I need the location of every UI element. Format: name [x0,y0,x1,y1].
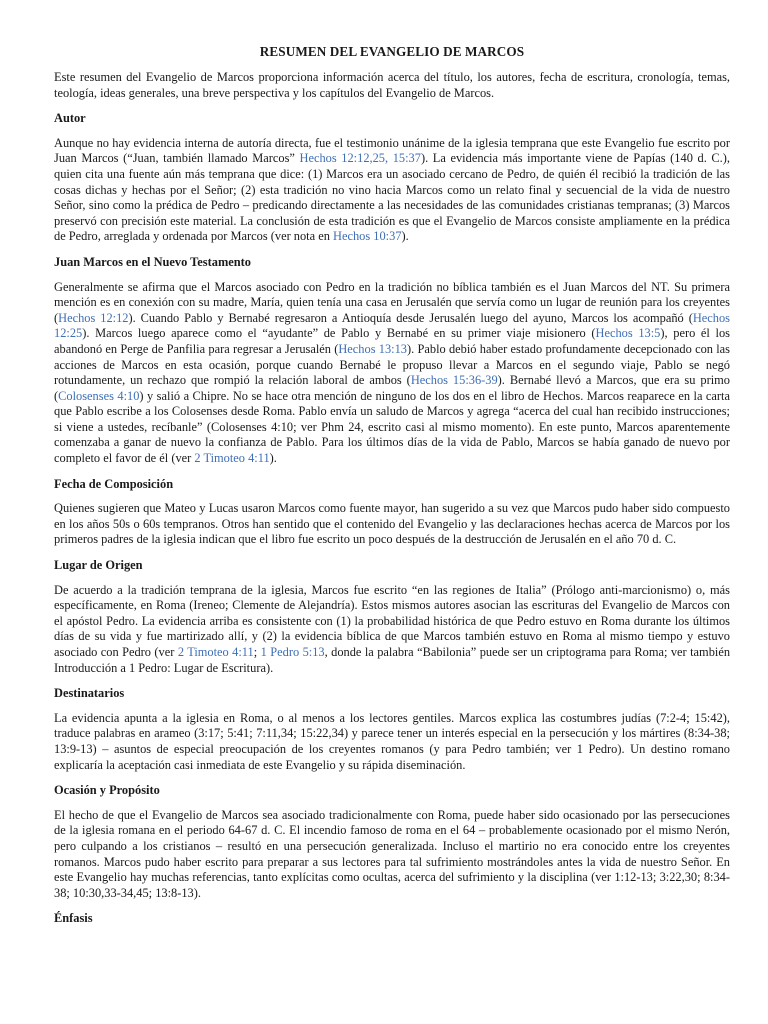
text-span: ) y salió a Chipre. No se hace otra mención de ninguno de los dos en el libro de Hechos. Marcos reaparece en la carta que Pablo escribe a los Colosenses desde Roma. Pablo envía un saludo de Marcos y agrega “acerca del cual han recibido instrucciones; si viene a ustedes, recíbanle” (Colosenses 4:10; ver Phm 24, escrito casi al mismo momento). En este punto, Marcos aparentemente comenzaba a ganar de nuevo la confianza de Pablo. Para los últimos días de la vida de Pablo, Marcos se había ganado de nuevo por completo el favor de él (ver [54,388,730,466]
text-span: ), pero él los abandonó en Perge de Panfilia para regresar a Jerusalén ( [54,326,730,356]
text-span: Aunque no hay evidencia interna de autoría directa, fue el testimonio unánime de la iglesia temprana que este Evangelio fue escrito por Juan Marcos (“Juan, también llamado Marcos” [54,135,730,166]
text-span: ). Pablo debió haber estado profundamente decepcionado con las acciones de Marcos en esta ocasión, porque cuando Bernabé le propuso llevar a Marcos en el segundo viaje, Pablo se negó rotundamente, un rechazo que rompió la relación laboral de ambos ( [54,341,730,388]
text-span: ). Bernabé llevó a Marcos, que era su primo ( [54,373,731,403]
heading-destinatarios: Destinatarios [54,686,125,701]
text-span: , donde la palabra “Babilonia” puede ser un criptograma para Roma; ver también Introducción a 1 Pedro: Lugar de Escritura). [54,645,731,675]
text-span: ). Cuando Pablo y Bernabé regresaron a Antioquía desde Jerusalén luego del ayuno, Marcos los acompañó ( [128,310,693,325]
link-2-timoteo-4-11[interactable]: 2 Timoteo 4:11 [194,451,270,466]
text-span: ). [401,229,409,244]
link-hechos-15-36[interactable]: Hechos 15:36-39 [410,373,498,388]
link-colosenses-4-10[interactable]: Colosenses 4:10 [58,388,140,403]
heading-fecha: Fecha de Composición [54,476,174,491]
text-span: Generalmente se afirma que el Marcos asociado con Pedro en la tradición no bíblica también es el Juan Marcos del NT. Su primera mención es en conexión con su madre, María, quien tenía una casa en Jerusalén que servía como un lugar de reunión para los creyentes ( [54,279,730,325]
link-hechos-12-25[interactable]: Hechos 12:25 [54,310,730,341]
document-title: RESUMEN DEL EVANGELIO DE MARCOS [259,44,525,59]
link-hechos-13-13[interactable]: Hechos 13:13 [338,341,408,356]
juan-marcos-paragraph [54,280,730,467]
heading-autor: Autor [54,111,86,126]
heading-juan-marcos: Juan Marcos en el Nuevo Testamento [54,254,251,269]
lugar-paragraph [54,583,730,677]
link-hechos-13-5[interactable]: Hechos 13:5 [595,326,661,341]
text-span: ). [269,451,277,466]
link-1-pedro-5-13[interactable]: 1 Pedro 5:13 [260,645,325,659]
intro-paragraph: Este resumen del Evangelio de Marcos proporciona información acerca del título, los autores, fecha de escritura, cronología, temas, teología, ideas generales, una breve perspectiva y los capítulos del Evangelio de Marcos. [54,70,730,100]
text-span: ). Marcos luego aparece como el “ayudante” de Pablo y Bernabé en su primer viaje misionero ( [82,326,596,341]
heading-ocasion: Ocasión y Propósito [54,783,160,798]
ocasion-paragraph: El hecho de que el Evangelio de Marcos sea asociado tradicionalmente con Roma, puede haber sido ocasionado por las persecuciones de la iglesia romana en el periodo 64-67 d. C. El incendio famoso de roma en el 64 – probablemente ocasionado por el mismo Nerón, pero culpando a los cristianos – resultó en una persecución generalizada. Incluso el martirio no era conocido entre los creyentes romanos. Marcos pudo haber escrito para preparar a sus lectores para tal sufrimiento mostrándoles antes la vida de nuestro Señor. En este Evangelio hay muchas referencias, tanto explícitas como ocultas, acerca del sufrimiento y la disciplina (ver 1:12-13; 3:22,30; 8:34-38; 10:30,33-34,45; 13:8-13). [54,807,730,900]
link-hechos-12-12[interactable]: Hechos 12:12 [58,310,129,325]
fecha-paragraph: Quienes sugieren que Mateo y Lucas usaron Marcos como fuente mayor, han sugerido a su vez que Marcos pudo haber sido compuesto en los años 50s o 60s tempranos. Otros han sentido que el contenido del Evangelio y las declaraciones hechas acerca de Marcos por los primeros padres de la iglesia indican que el libro fue escrito un poco después de la destrucción de Jerusalén en el año 70 d. C. [54,501,730,547]
link-hechos-10-37[interactable]: Hechos 10:37 [333,229,402,244]
link-hechos-12-12-25[interactable]: Hechos 12:12,25, 15:37 [299,151,421,166]
text-span: ). La evidencia más importante viene de Papías (140 d. C.), quien cita una fuente aún más temprana que dice: (1) Marcos era un asociado cercano de Pedro, de quién él recibió la tradición de las cosas dichas y hechas por el Señor; (2) esta tradición no vino hacia Marcos como un relato final y secuencial de la vida de nuestro Señor, sino como la prédica de Pedro – predicando directamente a las necesidades de las comunidades cristianas tempranas; (3) Marcos preservó con precisión este material. La conclusión de esta tradición es que el Evangelio de Marcos consiste ampliamente en la prédica de Pedro, arreglada y ordenada por Marcos (ver nota en [54,151,731,244]
destinatarios-paragraph: La evidencia apunta a la iglesia en Roma, o al menos a los lectores gentiles. Marcos explica las costumbres judías (7:2-4; 15:42), traduce palabras en arameo (3:17; 5:41; 7:11,34; 15:22,34) y parece tener un interés especial en la persecución y los mártires (8:34-38; 13:9-13) – asuntos de especial preocupación de los creyentes romanos (y para Pedro también; ver 1 Pedro). Un destino romano explicaría la aceptación casi inmediata de este Evangelio y su rápida diseminación. [54,710,730,772]
heading-enfasis: Énfasis [54,911,93,926]
link-2-timoteo-4-11-b[interactable]: 2 Timoteo 4:11 [177,645,254,659]
text-span: De acuerdo a la tradición temprana de la iglesia, Marcos fue escrito “en las regiones de Italia” (Prólogo anti-marcionismo) o, más específicamente, en Roma (Ireneo; Clemente de Alejandría). Estos mismos autores asocian las escrituras del Evangelio de Marcos con el apóstol Pedro. La evidencia arriba es consistente con (1) la probabilidad histórica de que Pedro estuvo en Roma durante los últimos días de su vida y fue martirizado allí, y (2) la evidencia bíblica de que Marcos también estuvo en Roma al mismo tiempo y estuvo asociado con Pedro (ver [54,582,730,659]
autor-paragraph [54,136,730,245]
text-span: ; [253,645,258,659]
heading-lugar: Lugar de Origen [54,558,143,573]
